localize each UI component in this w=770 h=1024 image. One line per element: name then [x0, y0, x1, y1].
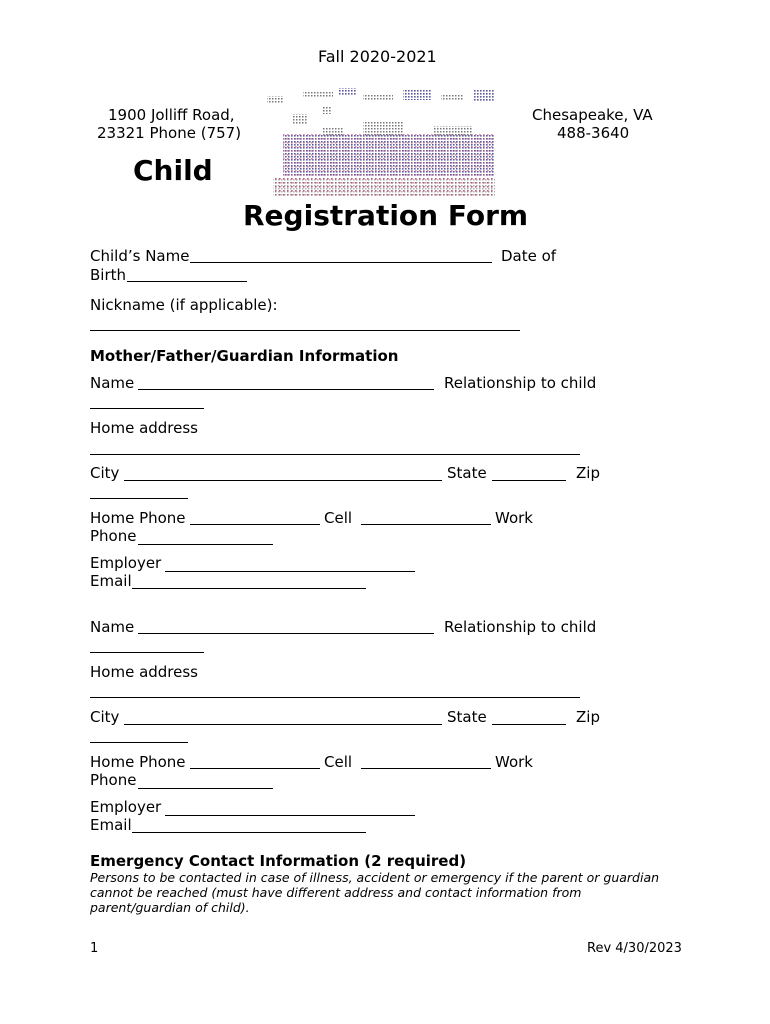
guardian-section-heading: Mother/Father/Guardian Information	[90, 347, 399, 365]
guardian1-employer-label: Employer	[90, 554, 162, 572]
birth-date-field[interactable]	[127, 281, 247, 282]
guardian2-email-label: Email	[90, 816, 132, 834]
guardian2-zip-label: Zip	[576, 708, 600, 726]
guardian2-work-label: Work	[495, 753, 533, 771]
guardian1-home-address-field[interactable]	[90, 454, 580, 455]
guardian2-city-label: City	[90, 708, 120, 726]
guardian2-state-label: State	[447, 708, 487, 726]
guardian2-employer-field[interactable]	[165, 815, 415, 816]
guardian1-city-label: City	[90, 464, 120, 482]
nickname-label: Nickname (if applicable):	[90, 296, 278, 314]
guardian1-home-address-label: Home address	[90, 419, 198, 437]
guardian1-email-field[interactable]	[132, 588, 366, 589]
guardian1-home-phone-field[interactable]	[190, 524, 320, 525]
guardian2-work-phone-field[interactable]	[138, 788, 273, 789]
guardian1-home-phone-label: Home Phone	[90, 509, 186, 527]
childs-name-label: Child’s Name	[90, 247, 190, 265]
guardian2-home-phone-label: Home Phone	[90, 753, 186, 771]
guardian1-phone-label: Phone	[90, 527, 137, 545]
guardian1-email-label: Email	[90, 572, 132, 590]
guardian2-name-label: Name	[90, 618, 135, 636]
guardian1-state-label: State	[447, 464, 487, 482]
birth-label: Birth	[90, 266, 127, 284]
guardian2-cell-field[interactable]	[361, 768, 491, 769]
guardian2-home-address-label: Home address	[90, 663, 198, 681]
guardian1-name-label: Name	[90, 374, 135, 392]
title-child: Child	[133, 154, 213, 187]
guardian2-home-address-field[interactable]	[90, 697, 580, 698]
guardian1-work-label: Work	[495, 509, 533, 527]
date-of-label: Date of	[501, 247, 557, 265]
guardian2-home-phone-field[interactable]	[190, 768, 320, 769]
guardian2-city-field[interactable]	[124, 724, 442, 725]
page-number: 1	[90, 941, 99, 956]
guardian1-relationship-label: Relationship to child	[444, 374, 597, 392]
nickname-field[interactable]	[90, 330, 520, 331]
guardian2-cell-label: Cell	[324, 753, 353, 771]
guardian2-state-field[interactable]	[492, 724, 566, 725]
guardian2-email-field[interactable]	[132, 832, 366, 833]
guardian1-cell-label: Cell	[324, 509, 353, 527]
guardian2-relationship-label: Relationship to child	[444, 618, 597, 636]
guardian2-name-field[interactable]	[138, 633, 434, 634]
guardian2-zip-field[interactable]	[90, 742, 188, 743]
emergency-note: Persons to be contacted in case of illness, accident or emergency if the parent or guardian cannot be reached (must have different address and contact information from parent/guardian of child).	[90, 870, 660, 915]
emergency-section-heading: Emergency Contact Information (2 required)	[90, 852, 467, 870]
childs-name-field[interactable]	[190, 262, 492, 263]
address-line-2: 23321 Phone (757)	[97, 124, 242, 142]
city-line-1: Chesapeake, VA	[532, 106, 653, 124]
address-line-1: 1900 Jolliff Road,	[108, 106, 235, 124]
guardian1-work-phone-field[interactable]	[138, 544, 273, 545]
guardian1-zip-label: Zip	[576, 464, 600, 482]
guardian2-phone-label: Phone	[90, 771, 137, 789]
guardian1-cell-field[interactable]	[361, 524, 491, 525]
term-label: Fall 2020-2021	[318, 47, 437, 66]
guardian2-employer-label: Employer	[90, 798, 162, 816]
guardian2-relationship-field[interactable]	[90, 652, 204, 653]
revision-label: Rev 4/30/2023	[587, 941, 682, 956]
building-logo-icon	[263, 86, 499, 201]
guardian1-city-field[interactable]	[124, 480, 442, 481]
guardian1-zip-field[interactable]	[90, 498, 188, 499]
guardian1-relationship-field[interactable]	[90, 408, 204, 409]
guardian1-state-field[interactable]	[492, 480, 566, 481]
city-line-2: 488-3640	[557, 124, 630, 142]
guardian1-employer-field[interactable]	[165, 571, 415, 572]
guardian1-name-field[interactable]	[138, 389, 434, 390]
title-registration-form: Registration Form	[243, 199, 529, 232]
